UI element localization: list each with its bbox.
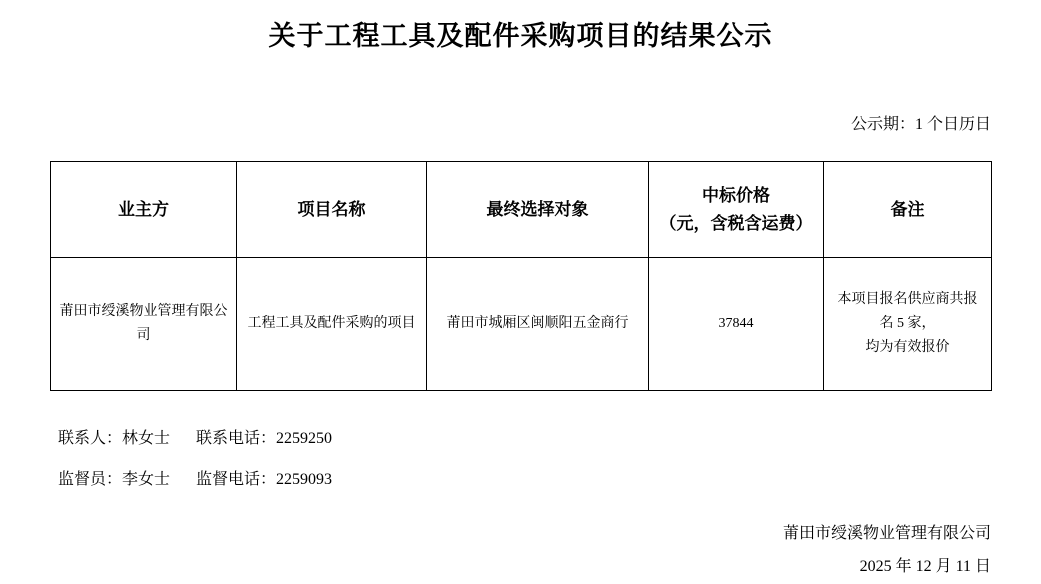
table-body [51,258,992,391]
result-table-container [0,161,1041,391]
footer-issuer: 莆田市绶溪物业管理有限公司 [782,524,991,542]
supervisor-phone-label: 监督电话： [196,470,277,488]
contact-name: 林女士 [122,430,171,447]
table-row [51,258,992,391]
document-page [0,14,1041,576]
column-header-project-name: 项目名称 [237,162,427,258]
supervisor-label: 监督员： [58,470,123,488]
contact-row [58,419,1041,460]
supervisor-name: 李女士 [122,470,171,488]
cell-project-name: 工程工具及配件采购的项目 [237,258,427,391]
page-title: 关于工程工具及配件采购项目的结果公示 [268,21,773,51]
contacts-block [0,419,1041,501]
supervisor-phone: 2259093 [276,470,333,488]
footer-block [0,517,1041,584]
contact-phone: 2259250 [276,430,333,447]
column-header-price-line1: 中标价格 [702,186,770,206]
column-header-remark: 备注 [824,162,992,258]
column-header-price-line2: （元，含税含运费） [659,213,813,233]
cell-remark-line2: 均为有效报价 [865,339,950,355]
footer-date: 2025 年 12 月 11 日 [859,558,991,576]
table-header [51,162,992,258]
cell-remark [824,258,992,391]
cell-price: 37844 [649,258,824,391]
cell-remark-line1: 本项目报名供应商共报名 5 家， [837,292,978,332]
column-header-price [649,162,824,258]
contact-phone-label: 联系电话： [196,430,277,447]
contact-label: 联系人： [58,430,123,447]
cell-selected-supplier: 莆田市城厢区闽顺阳五金商行 [427,258,649,391]
column-header-owner: 业主方 [51,162,237,258]
supervisor-row [58,460,1041,501]
cell-owner: 莆田市绶溪物业管理有限公司 [51,258,237,391]
column-header-selected-supplier: 最终选择对象 [427,162,649,258]
result-table [50,161,992,391]
table-header-row [51,162,992,258]
notice-period: 公示期：1 个日历日 [850,116,991,133]
